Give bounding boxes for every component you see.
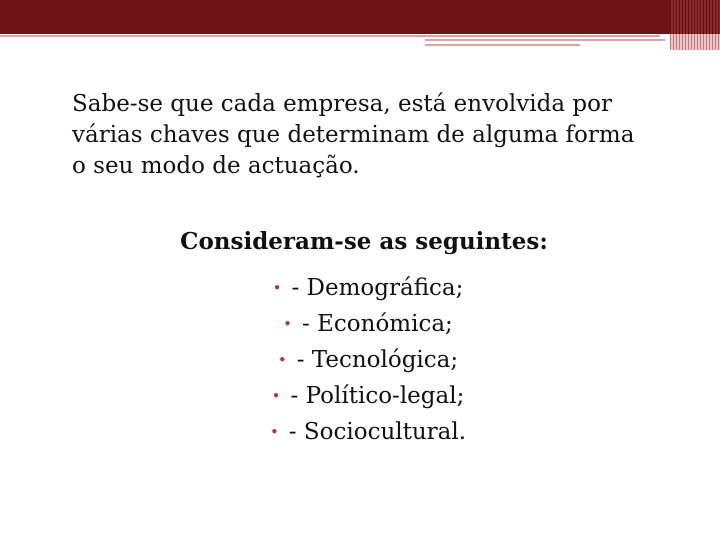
banner-bar — [0, 0, 720, 34]
banner-stripe — [425, 44, 580, 46]
list-item — [0, 342, 720, 378]
intro-line: várias chaves que determinam de alguma forma — [72, 122, 635, 148]
bullet-icon: • — [269, 423, 279, 441]
intro-line: Sabe-se que cada empresa, está envolvida por — [72, 91, 612, 117]
bullet-icon: • — [277, 351, 287, 369]
list-item-label: - Sociocultural. — [288, 419, 467, 445]
factors-list — [0, 270, 720, 450]
list-item — [0, 414, 720, 450]
intro-line: o seu modo de actuação. — [72, 153, 360, 179]
banner-texture-dark — [670, 0, 720, 34]
banner-stripe — [425, 39, 665, 41]
banner-stripe — [0, 35, 660, 37]
list-item — [0, 306, 720, 342]
intro-paragraph — [72, 89, 682, 182]
bullet-icon: • — [272, 279, 282, 297]
bullet-icon: • — [271, 387, 281, 405]
list-heading: Consideram-se as seguintes: — [180, 228, 548, 255]
list-item-label: - Político-legal; — [290, 383, 465, 409]
list-item — [0, 378, 720, 414]
bullet-icon: • — [283, 315, 293, 333]
list-item-label: - Tecnológica; — [296, 347, 459, 373]
list-item-label: - Económica; — [302, 311, 453, 337]
slide-header-banner — [0, 0, 720, 50]
list-item-label: - Demográfica; — [291, 275, 464, 301]
list-item — [0, 270, 720, 306]
